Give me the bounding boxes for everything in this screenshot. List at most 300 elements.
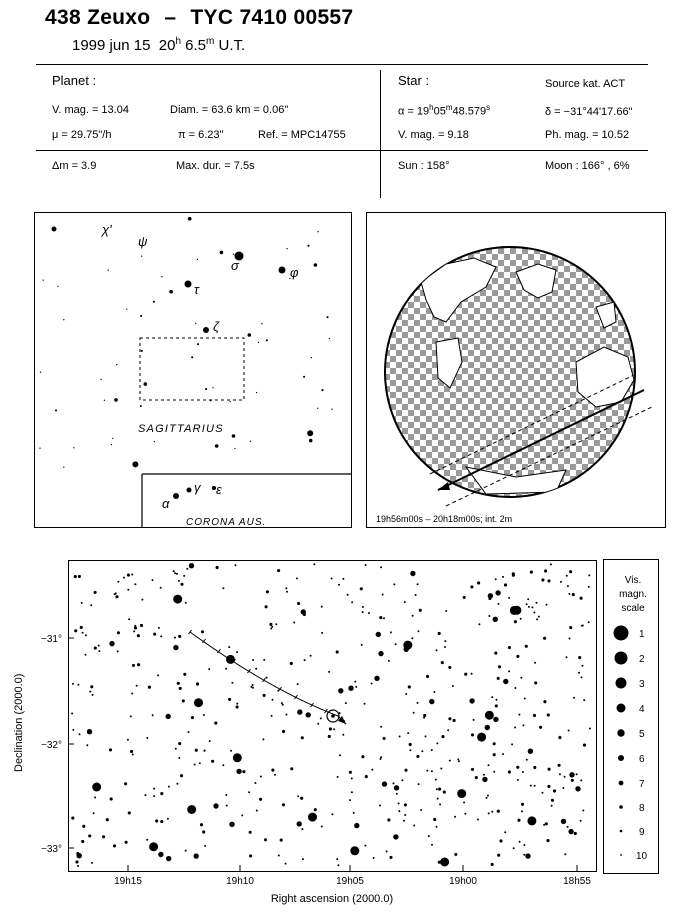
star-dot <box>342 578 344 580</box>
star-dot <box>428 835 430 837</box>
star-dot <box>313 563 315 565</box>
star-dot <box>503 679 508 684</box>
xtick-label: 18h55 <box>563 876 591 887</box>
star-dot <box>94 647 97 650</box>
star-dot <box>382 781 387 786</box>
star-dot <box>488 615 490 617</box>
star-dot <box>178 757 180 759</box>
star-dot <box>88 834 91 837</box>
star-dot <box>249 831 252 834</box>
star-dot <box>297 821 302 826</box>
star-dot <box>423 717 425 719</box>
star-dot <box>166 856 171 861</box>
star-dot <box>403 820 405 822</box>
star-dot <box>411 637 413 639</box>
star-dot <box>195 323 196 324</box>
star-dot <box>371 769 373 771</box>
star-dot <box>426 770 428 772</box>
planet-vmag: V. mag. = 13.04 <box>52 104 129 116</box>
star-dot <box>544 569 547 572</box>
star-dot <box>301 828 303 830</box>
star-dot <box>354 823 359 828</box>
title-separator: – <box>164 6 177 29</box>
star-dot <box>194 698 203 707</box>
star-dot <box>488 812 490 814</box>
star-dot <box>379 616 382 619</box>
star-dot <box>141 350 143 352</box>
star-dot <box>514 620 517 623</box>
star-dot <box>447 729 449 731</box>
star-dot <box>436 649 438 651</box>
star-dot <box>495 704 498 707</box>
star-dot <box>290 767 293 770</box>
star-dot <box>486 797 488 799</box>
star-dot <box>140 624 143 627</box>
star-dot <box>417 702 419 704</box>
star-dot <box>182 699 185 702</box>
star-dot <box>63 319 64 320</box>
star-dot <box>578 672 580 674</box>
star-dot <box>127 739 129 741</box>
star-field <box>71 563 591 867</box>
finder-chart <box>34 212 352 528</box>
star-dot <box>256 392 257 393</box>
star-dot <box>326 316 328 318</box>
star-dot <box>228 646 230 648</box>
star-dot <box>547 579 550 582</box>
star-dot <box>496 699 498 701</box>
star-dot <box>188 217 192 221</box>
star-dot <box>423 714 426 717</box>
star-dot <box>458 760 460 762</box>
star-dot <box>233 253 234 254</box>
star-dot <box>92 694 94 696</box>
star-dot <box>493 742 496 745</box>
star-dot <box>331 813 333 815</box>
star-dot <box>274 774 276 776</box>
star-dot <box>513 847 515 849</box>
star-dot <box>314 263 318 267</box>
star-dot <box>128 618 130 620</box>
star-dot <box>73 447 74 448</box>
star-dot <box>230 750 232 752</box>
declination-ticks <box>41 634 74 855</box>
star-dot <box>419 609 422 612</box>
star-dot <box>393 782 395 784</box>
event-minute: 6.5 <box>185 37 207 54</box>
star-dot <box>548 768 551 771</box>
table-divider <box>380 70 381 198</box>
star-dot <box>395 643 397 645</box>
star-dot <box>98 645 100 647</box>
star-dot <box>573 697 575 699</box>
star-dot <box>77 865 79 867</box>
star-dot <box>545 822 548 825</box>
star-dot <box>321 826 323 828</box>
star-dot <box>185 850 187 852</box>
star-dot <box>362 611 364 613</box>
planet-reference: Ref. = MPC14755 <box>258 129 346 141</box>
star-dot <box>249 854 252 857</box>
star-dot <box>522 771 524 773</box>
star-dot <box>393 583 395 585</box>
star-dot <box>179 687 182 690</box>
star-dot <box>173 570 175 572</box>
star-dot <box>398 803 400 805</box>
mag-dot-10 <box>620 854 622 856</box>
star-dot <box>418 783 420 785</box>
event-date: 1999 jun 15 <box>72 37 151 54</box>
star-dot <box>361 755 364 758</box>
label-epsilon: ε <box>216 482 222 497</box>
star-dot <box>493 771 495 773</box>
star-dot <box>538 616 540 618</box>
star-dot <box>185 602 187 604</box>
star-dot <box>534 785 536 787</box>
star-dot <box>81 840 84 843</box>
star-dot <box>329 338 330 339</box>
star-dot <box>212 387 213 388</box>
star-dot <box>144 794 146 796</box>
star-dot <box>512 572 515 575</box>
magnitude-rows <box>614 626 648 863</box>
star-dot <box>178 635 181 638</box>
star-dot <box>543 700 546 703</box>
star-dot <box>301 736 304 739</box>
star-dot <box>454 816 456 818</box>
star-dot <box>487 795 489 797</box>
declination-axis-label: Declination (2000.0) <box>13 673 25 772</box>
star-dot <box>255 668 257 670</box>
star-dot <box>383 737 386 740</box>
star-dot <box>125 841 128 844</box>
star-dot <box>300 797 303 800</box>
star-dot <box>491 863 494 866</box>
star-dot <box>404 601 406 603</box>
star-dot <box>502 576 504 578</box>
star-dot <box>307 245 309 247</box>
alpha-m: m <box>445 103 453 112</box>
star-dot <box>321 606 323 608</box>
star-dot <box>436 788 438 790</box>
star-dot <box>452 685 454 687</box>
star-dot <box>191 716 194 719</box>
star-dot <box>387 818 390 821</box>
star-dot <box>152 714 154 716</box>
star-dot <box>285 863 287 865</box>
star-dot <box>342 734 344 736</box>
star-dot <box>475 776 478 779</box>
star-dot <box>511 743 513 745</box>
finder-field-box <box>140 338 244 400</box>
star-dot <box>417 583 419 585</box>
star-dot <box>321 389 323 391</box>
star-dot <box>112 438 113 439</box>
star-dot <box>148 686 151 689</box>
star-dot <box>306 712 311 717</box>
star-dot <box>508 670 510 672</box>
star-dot <box>399 736 401 738</box>
star-catalog-id: TYC 7410 00557 <box>190 6 354 29</box>
star-dot <box>564 853 566 855</box>
star-dot <box>477 581 480 584</box>
star-dot <box>314 808 317 811</box>
star-dot <box>154 441 155 442</box>
star-dot <box>134 626 137 629</box>
star-dot <box>94 591 97 594</box>
star-dot <box>209 740 211 742</box>
star-dot <box>113 844 116 847</box>
star-dot <box>533 766 536 769</box>
star-dot <box>510 606 519 615</box>
star-dot <box>380 726 382 728</box>
star-dot <box>374 676 379 681</box>
star-dot <box>495 578 497 580</box>
star-dot <box>360 587 363 590</box>
star-dot <box>536 618 538 620</box>
star-dot <box>280 839 283 842</box>
star-dot <box>420 809 422 811</box>
star-dot <box>525 853 530 858</box>
planet-motion: μ = 29.75"/h <box>52 129 112 141</box>
star-dot <box>566 656 568 658</box>
star-dot <box>200 823 203 826</box>
alpha-prefix: α = 19 <box>398 105 430 118</box>
label-chi: χ' <box>102 222 112 237</box>
star-dot <box>378 651 383 656</box>
star-dot <box>438 632 441 635</box>
star-dot <box>173 595 182 604</box>
star-dot <box>40 372 41 373</box>
star-dot <box>126 308 127 309</box>
mag-label: 7 <box>639 779 645 790</box>
star-dot <box>205 388 207 390</box>
ytick-label: −33° <box>41 844 62 855</box>
finder-star <box>52 227 57 232</box>
star-dot <box>278 855 280 857</box>
table-mid-rule <box>36 150 648 151</box>
star-dot <box>337 776 339 778</box>
star-dot <box>350 846 359 855</box>
star-dot <box>336 650 339 653</box>
star-dot <box>528 749 533 754</box>
star-heading: Star : <box>398 73 430 88</box>
star-dot <box>333 728 335 730</box>
event-datetime <box>72 36 245 54</box>
star-dot <box>542 792 544 794</box>
star-dot <box>258 342 259 343</box>
finder-chart-frame <box>35 213 352 528</box>
star-dot <box>124 782 127 785</box>
star-dot <box>214 722 217 725</box>
ytick-label: −32° <box>41 740 62 751</box>
hour-unit: h <box>175 36 181 47</box>
star-dot <box>404 803 407 806</box>
star-dot <box>551 805 553 807</box>
star-dot <box>155 819 158 822</box>
event-hour: 20 <box>158 37 176 54</box>
star-dot <box>160 820 163 823</box>
star-dot <box>252 684 254 686</box>
star-dot <box>252 659 254 661</box>
star-dot <box>236 769 241 774</box>
star-dot <box>431 770 433 772</box>
star-dot <box>74 629 77 632</box>
star-dot <box>153 633 156 636</box>
star-dot <box>429 699 434 704</box>
star-dot <box>235 564 237 566</box>
star-dot <box>514 727 516 729</box>
star-dot <box>485 725 490 730</box>
star-dot <box>328 671 330 673</box>
star-dot <box>499 839 502 842</box>
star-dot <box>180 774 183 777</box>
star-dot <box>497 810 500 813</box>
star-dot <box>266 339 268 341</box>
star-dot <box>571 779 574 782</box>
star-dot <box>234 448 235 449</box>
star-dot <box>158 852 163 857</box>
star-dot <box>410 571 415 576</box>
star-declination: δ = −31°44'17.66" <box>545 106 633 118</box>
star-dot <box>498 603 500 605</box>
star-dot <box>457 758 459 760</box>
star-dot <box>508 597 510 599</box>
star-dot <box>398 810 400 812</box>
star-dot <box>72 729 74 731</box>
star-dot <box>376 632 381 637</box>
star-dot <box>39 448 40 449</box>
mag-label: 2 <box>639 654 645 665</box>
star-dot <box>533 612 535 614</box>
star-dot <box>433 691 435 693</box>
star-dot <box>77 684 79 686</box>
star-dot <box>576 773 578 775</box>
star-dot <box>106 818 109 821</box>
globe-panel <box>366 212 666 528</box>
star-dot <box>213 803 218 808</box>
star-dot <box>236 703 238 705</box>
star-dot <box>152 579 154 581</box>
star-dot <box>351 791 353 793</box>
star-dot <box>317 723 319 725</box>
star-dot <box>431 749 433 751</box>
star-dot <box>583 744 586 747</box>
star-dot <box>271 715 273 717</box>
star-dot <box>90 685 93 688</box>
star-dot <box>132 664 135 667</box>
star-dot <box>575 786 580 791</box>
star-dot <box>144 382 148 386</box>
star-dot <box>153 788 155 790</box>
star-dot <box>317 408 318 409</box>
star-dot <box>517 779 519 781</box>
star-dot <box>85 654 87 656</box>
star-dot <box>569 626 572 629</box>
finder-star <box>185 281 192 288</box>
star-dot <box>197 343 199 345</box>
star-dot <box>348 686 353 691</box>
star-dot <box>196 682 199 685</box>
star-dot <box>463 802 465 804</box>
star-dot <box>233 753 242 762</box>
star-dot <box>229 822 234 827</box>
star-dot <box>286 248 287 249</box>
target-star <box>331 714 335 718</box>
star-dot <box>191 356 193 358</box>
star-dot <box>572 593 575 596</box>
mag-dot-1 <box>614 626 629 641</box>
star-dot <box>153 301 155 303</box>
star-dot <box>250 441 251 442</box>
star-dot <box>445 610 447 612</box>
star-dot <box>365 564 367 566</box>
star-dot <box>418 630 420 632</box>
star-dot <box>290 662 293 665</box>
star-dot <box>514 687 516 689</box>
mag-dot-3 <box>616 678 627 689</box>
star-dot <box>534 662 536 664</box>
star-dot <box>536 602 538 604</box>
star-dot <box>297 709 302 714</box>
star-dot <box>178 742 181 745</box>
star-chart <box>0 550 600 910</box>
star-dot <box>477 819 479 821</box>
star-dot <box>308 813 317 822</box>
star-dot <box>413 712 415 714</box>
star-dot <box>589 728 591 730</box>
star-dot <box>569 570 572 573</box>
star-dot <box>43 279 44 280</box>
star-dot <box>580 820 582 822</box>
star-dot <box>189 563 194 568</box>
star-dot <box>203 714 205 716</box>
star-dot <box>263 694 266 697</box>
star-dot <box>379 805 381 807</box>
alpha-seconds: 48.579 <box>452 105 487 118</box>
planet-heading: Planet : <box>52 73 97 88</box>
star-dot <box>488 764 490 766</box>
star-dot <box>188 731 190 733</box>
star-dot <box>71 817 74 820</box>
star-dot <box>259 798 262 801</box>
star-dot <box>175 748 177 750</box>
star-dot <box>130 715 132 717</box>
star-dot <box>531 606 533 608</box>
star-dot <box>433 818 436 821</box>
star-dot <box>588 586 590 588</box>
star-dot <box>431 844 433 846</box>
star-dot <box>183 673 186 676</box>
star-dot <box>78 575 81 578</box>
star-dot <box>260 776 262 778</box>
star-dot <box>195 749 198 752</box>
star-dot <box>541 578 544 581</box>
star-dot <box>309 439 313 443</box>
mag-dot-2 <box>615 652 628 665</box>
star-dot <box>349 799 351 801</box>
star-dot <box>521 803 524 806</box>
max-duration: Max. dur. = 7.5s <box>176 160 255 172</box>
star-dot <box>303 376 305 378</box>
star-dot <box>409 749 411 751</box>
star-vmag: V. mag. = 9.18 <box>398 129 469 141</box>
star-dot <box>329 727 332 730</box>
star-dot <box>85 634 87 636</box>
star-dot <box>471 673 473 675</box>
star-dot <box>180 583 183 586</box>
finder-star <box>173 493 179 499</box>
